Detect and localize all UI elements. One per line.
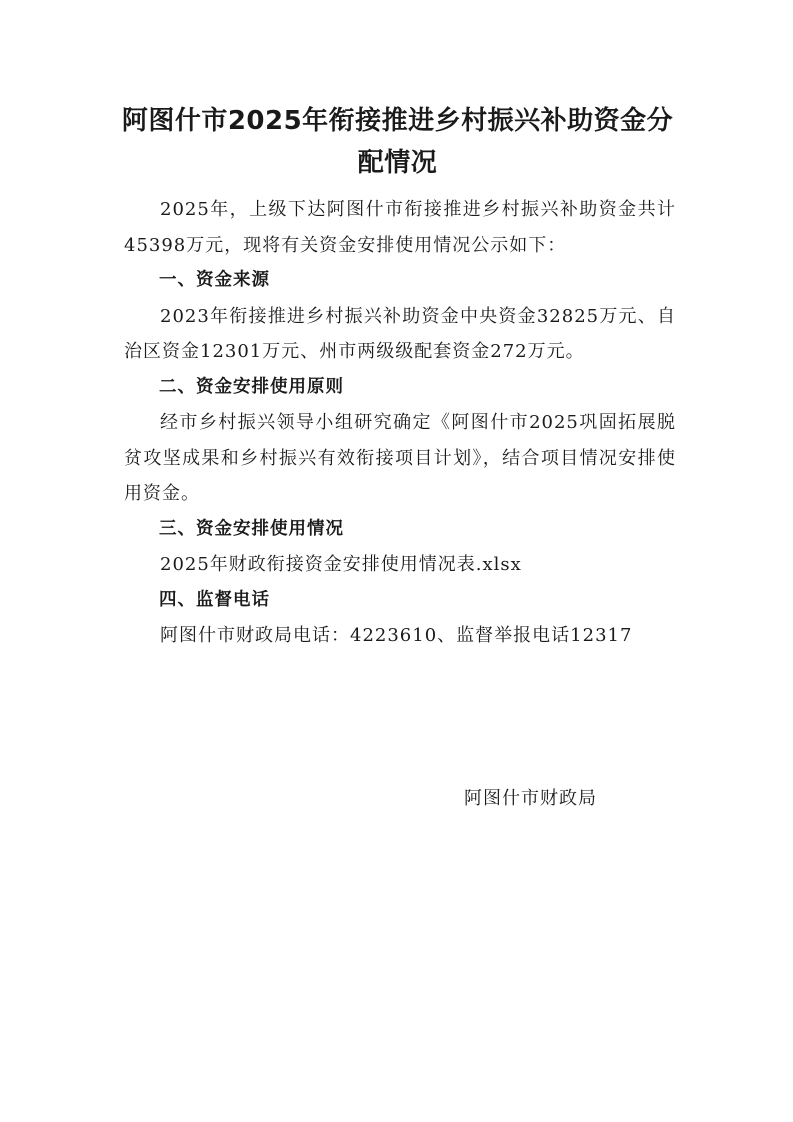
document-title: 阿图什市2025年衔接推进乡村振兴补助资金分配情况	[121, 106, 674, 178]
section-content-supervision-phone: 阿图什市财政局电话：4223610、监督举报电话12317	[160, 625, 633, 646]
signature: 阿图什市财政局	[464, 788, 597, 809]
section-heading-usage-principles: 二、资金安排使用原则	[159, 376, 344, 397]
intro-paragraph: 2025年，上级下达阿图什市衔接推进乡村振兴补助资金共计45398万元，现将有关资金安排使用情况公示如下：	[124, 199, 676, 256]
section-content-usage-principles: 经市乡村振兴领导小组研究确定《阿图什市2025巩固拓展脱贫攻坚成果和乡村振兴有效衔接项目计划》，结合项目情况安排使用资金。	[124, 412, 676, 504]
section-heading-funding-source: 一、资金来源	[159, 270, 270, 290]
section-content-usage-status: 2025年财政衔接资金安排使用情况表.xlsx	[160, 554, 522, 575]
section-heading-usage-status: 三、资金安排使用情况	[159, 518, 344, 539]
document-body	[124, 192, 676, 654]
section-heading-supervision-phone: 四、监督电话	[159, 589, 270, 610]
section-content-funding-source: 2023年衔接推进乡村振兴补助资金中央资金32825万元、自治区资金12301万元、州市两级级配套资金272万元。	[124, 305, 676, 362]
